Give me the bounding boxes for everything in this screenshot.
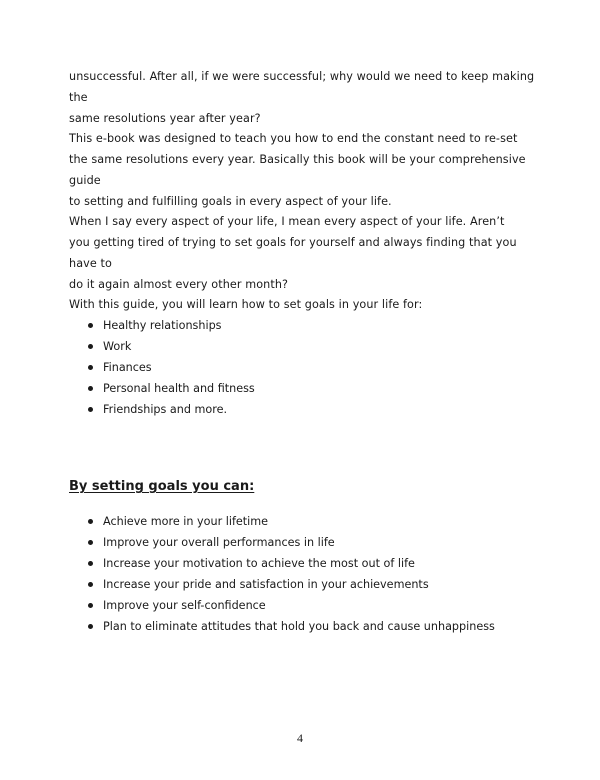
bullet-icon: [88, 365, 93, 370]
list-item-text: Increase your motivation to achieve the most out of life: [103, 557, 415, 570]
list-item: [69, 336, 255, 357]
list-item-text: Plan to eliminate attitudes that hold you back and cause unhappiness: [103, 620, 495, 633]
list-item-text: Finances: [103, 361, 152, 374]
list-item: [69, 595, 495, 616]
section-heading: By setting goals you can:: [69, 479, 255, 494]
list-item: [69, 378, 255, 399]
goal-areas-list: [69, 315, 255, 420]
paragraph-ebook-purpose: This e-book was designed to teach you how to end the constant need to re-set the same resolutions every year. Basically this book will be your comprehensive guide to setting and fulfilling goals in every aspect of your life.: [69, 132, 526, 208]
paragraph-guide-intro: With this guide, you will learn how to set goals in your life for:: [69, 298, 423, 311]
list-item: [69, 553, 495, 574]
bullet-icon: [88, 540, 93, 545]
list-item-text: Friendships and more.: [103, 403, 228, 416]
list-item-text: Improve your overall performances in life: [103, 536, 335, 549]
list-item: [69, 574, 495, 595]
list-item: [69, 315, 255, 336]
list-item-text: Personal health and fitness: [103, 382, 255, 395]
bullet-icon: [88, 407, 93, 412]
bullet-icon: [88, 323, 93, 328]
list-item-text: Healthy relationships: [103, 319, 222, 332]
list-item: [69, 532, 495, 553]
list-item-text: Work: [103, 340, 132, 353]
bullet-icon: [88, 603, 93, 608]
paragraph-resolutions-intro: unsuccessful. After all, if we were successful; why would we need to keep making the same resolutions year after year?: [69, 70, 535, 125]
bullet-icon: [88, 386, 93, 391]
list-item: [69, 357, 255, 378]
bullet-icon: [88, 624, 93, 629]
bullet-icon: [88, 582, 93, 587]
bullet-icon: [88, 344, 93, 349]
bullet-icon: [88, 561, 93, 566]
paragraph-every-aspect: When I say every aspect of your life, I mean every aspect of your life. Aren’t you getting tired of trying to set goals for yourself and always finding that you have to do it again almost every other month?: [69, 215, 517, 291]
bullet-icon: [88, 519, 93, 524]
list-item-text: Achieve more in your lifetime: [103, 515, 269, 528]
benefits-list: [69, 511, 495, 637]
list-item: [69, 616, 495, 637]
list-item: [69, 511, 495, 532]
list-item: [69, 399, 255, 420]
list-item-text: Increase your pride and satisfaction in your achievements: [103, 578, 429, 591]
list-item-text: Improve your self-confidence: [103, 599, 266, 612]
page-number: 4: [297, 731, 303, 745]
